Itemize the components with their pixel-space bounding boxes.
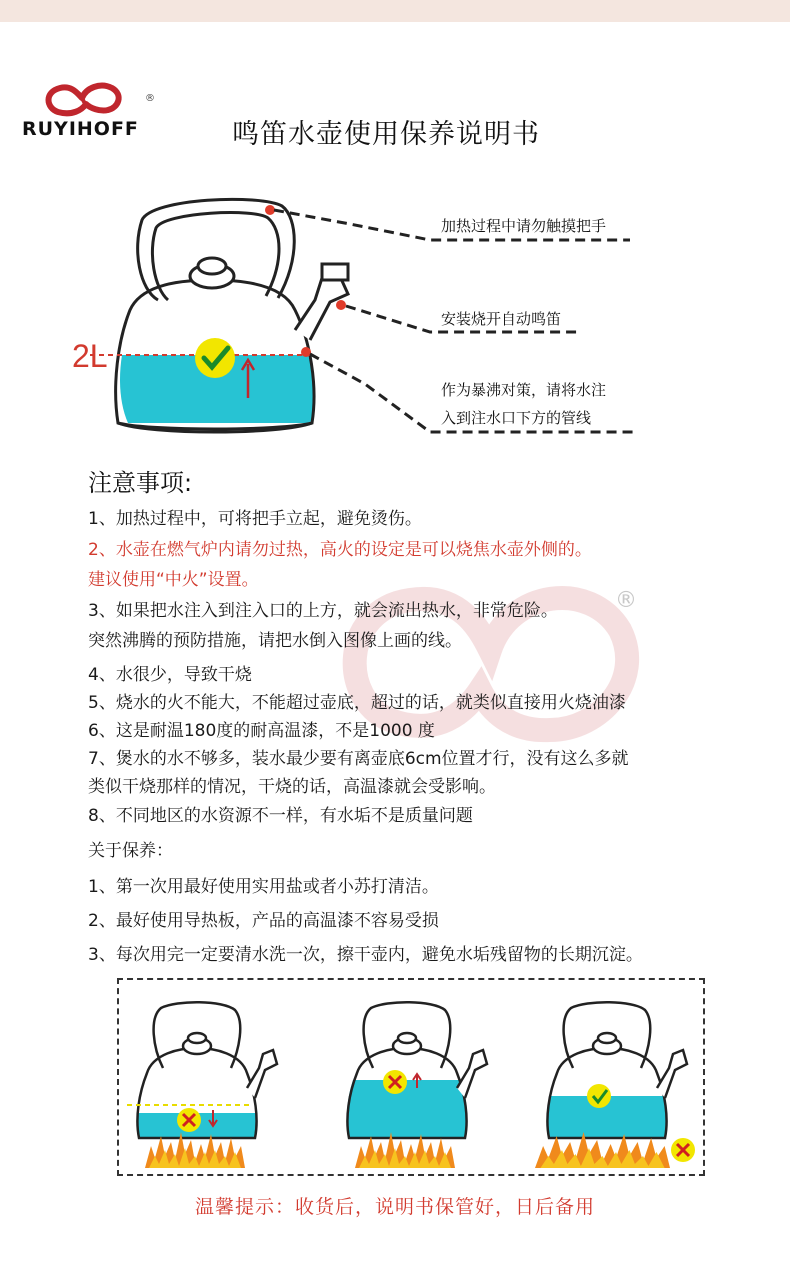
note-line: 4、水很少，导致干烧 (88, 665, 252, 685)
care-heading: 关于保养： (88, 841, 173, 861)
top-band (0, 0, 790, 22)
note-line: 5、烧水的火不能大，不能超过壶底，超过的话，就类似直接用火烧油漆 (88, 693, 626, 713)
registered-mark: ® (145, 93, 155, 104)
callout-boil-1: 作为暴沸对策，请将水注 (441, 381, 607, 399)
watermark-registered-mark: ® (615, 588, 637, 613)
kettle-diagram (60, 180, 740, 450)
notes-heading: 注意事项: (88, 469, 193, 497)
note-line: 8、不同地区的水资源不一样，有水垢不是质量问题 (88, 806, 473, 826)
note-line: 1、加热过程中，可将把手立起，避免烫伤。 (88, 509, 422, 529)
footer-tip: 温馨提示：收货后，说明书保管好，日后备用 (194, 1196, 595, 1218)
callout-boil-2: 入到注水口下方的管线 (441, 409, 592, 427)
callout-handle: 加热过程中请勿触摸把手 (441, 217, 607, 235)
brand-name: RUYIHOFF (22, 118, 139, 140)
note-line: 类似干烧那样的情况，干烧的话，高温漆就会受影响。 (88, 777, 496, 797)
note-line: 7、煲水的水不够多，装水最少要有离壶底6cm位置才行，没有这么多就 (88, 749, 629, 769)
care-line: 2、最好使用导热板，产品的高温漆不容易受损 (88, 911, 439, 931)
note-line: 6、这是耐温180度的耐高温漆，不是1000 度 (88, 721, 435, 741)
note-line: 3、如果把水注入到注入口的上方，就会流出热水，非常危险。 (88, 601, 558, 621)
care-line: 1、第一次用最好使用实用盐或者小苏打清洁。 (88, 877, 439, 897)
check-badge (195, 338, 235, 378)
care-line: 3、每次用完一定要清水洗一次，擦干壶内，避免水垢残留物的长期沉淀。 (88, 945, 643, 965)
note-line: 2、水壶在燃气炉内请勿过热，高火的设定是可以烧焦水壶外侧的。 (88, 540, 592, 560)
usage-illustrations (117, 978, 705, 1176)
page-title: 鸣笛水壶使用保养说明书 (232, 119, 540, 150)
note-line: 建议使用“中火”设置。 (88, 570, 259, 590)
capacity-label: 2L (72, 338, 108, 374)
note-line: 突然沸腾的预防措施，请把水倒入图像上画的线。 (88, 631, 462, 651)
callout-whistle: 安装烧开自动鸣笛 (441, 310, 562, 328)
